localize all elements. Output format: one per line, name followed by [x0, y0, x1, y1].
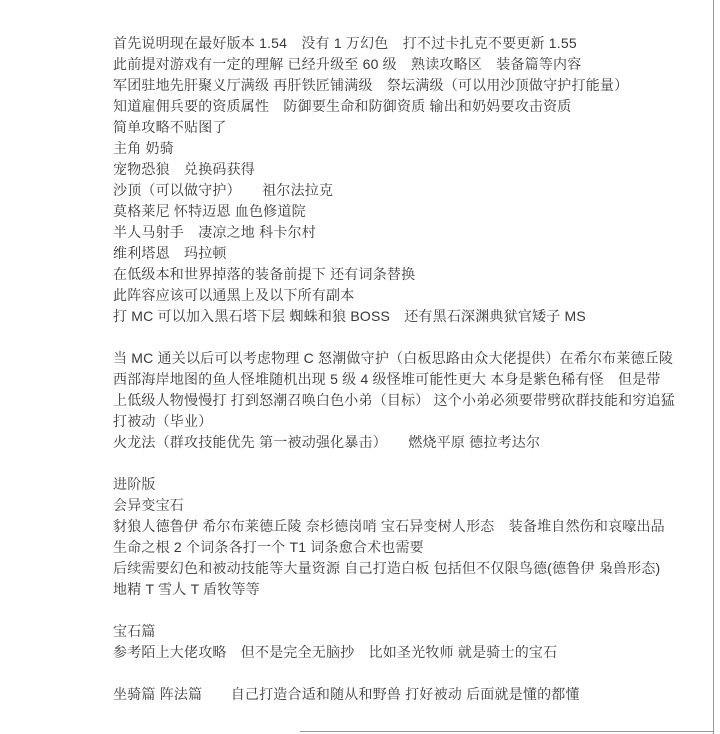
- text-line: 半人马射手 凄凉之地 科卡尔村: [113, 224, 316, 240]
- text-line: 参考陌上大佬攻略 但不是完全无脑抄 比如圣光牧师 就是骑士的宝石: [113, 644, 558, 660]
- text-line: 地精 T 雪人 T 盾牧等等: [113, 581, 260, 597]
- text-line: 豺狼人德鲁伊 希尔布莱德丘陵 奈杉德岗哨 宝石异变树人形态 装备堆自然伤和哀嚎出品: [113, 518, 665, 534]
- document-text-block: [113, 33, 717, 705]
- page-bottom-border: [300, 731, 714, 732]
- text-line: 火龙法（群攻技能优先 第一被动强化暴击） 燃烧平原 德拉考达尔: [113, 434, 541, 450]
- text-line: 此阵容应该可以通黑上及以下所有副本: [113, 287, 355, 303]
- section-heading: 宝石篇: [113, 623, 156, 639]
- text-line: 打 MC 可以加入黑石塔下层 蜘蛛和狼 BOSS 还有黑石深渊典狱官矮子 MS: [113, 308, 586, 324]
- blank-line: [113, 600, 717, 621]
- text-line: 生命之根 2 个词条各打一个 T1 词条愈合术也需要: [113, 539, 424, 555]
- blank-line: [113, 453, 717, 474]
- blank-line: [113, 327, 717, 348]
- text-line: 军团驻地先肝聚义厅满级 再肝铁匠铺满级 祭坛满级（可以用沙顶做守护打能量）: [113, 77, 629, 93]
- text-line: 简单攻略不贴图了: [113, 119, 227, 135]
- text-line: 维利塔恩 玛拉顿: [113, 245, 227, 261]
- text-line: 上低级人物慢慢打 打到怒潮召唤白色小弟（目标） 这个小弟必须要带劈砍群技能和穷追猛: [113, 392, 675, 408]
- text-line: 坐骑篇 阵法篇 自己打造合适和随从和野兽 打好被动 后面就是懂的都懂: [113, 686, 580, 702]
- text-line: 莫格莱尼 怀特迈恩 血色修道院: [113, 203, 306, 219]
- text-line: 在低级本和世界掉落的装备前提下 还有词条替换: [113, 266, 416, 282]
- text-line: 会异变宝石: [113, 497, 184, 513]
- blank-line: [113, 663, 717, 684]
- section-heading: 进阶版: [113, 476, 156, 492]
- text-line: 知道雇佣兵要的资质属性 防御要生命和防御资质 输出和奶妈要攻击资质: [113, 98, 572, 114]
- text-line: 宠物恐狼 兑换码获得: [113, 161, 255, 177]
- text-line: 此前提对游戏有一定的理解 已经升级至 60 级 熟读攻略区 装备篇等内容: [113, 56, 582, 72]
- text-line: 沙顶（可以做守护） 祖尔法拉克: [113, 182, 334, 198]
- text-line: 打被动（毕业）: [113, 413, 213, 429]
- text-line: 首先说明现在最好版本 1.54 没有 1 万幻色 打不过卡扎克不要更新 1.55: [113, 35, 577, 51]
- text-line: 主角 奶骑: [113, 140, 174, 156]
- text-line: 后续需要幻色和被动技能等大量资源 自己打造白板 包括但不仅限鸟德(德鲁伊 枭兽形态): [113, 560, 661, 576]
- page-right-border: [713, 0, 714, 734]
- text-line: 西部海岸地图的鱼人怪堆随机出现 5 级 4 级怪堆可能性更大 本身是紫色稀有怪 但是带: [113, 371, 661, 387]
- text-line: 当 MC 通关以后可以考虑物理 C 怒潮做守护（白板思路由众大佬提供）在希尔布莱德丘陵: [113, 350, 674, 366]
